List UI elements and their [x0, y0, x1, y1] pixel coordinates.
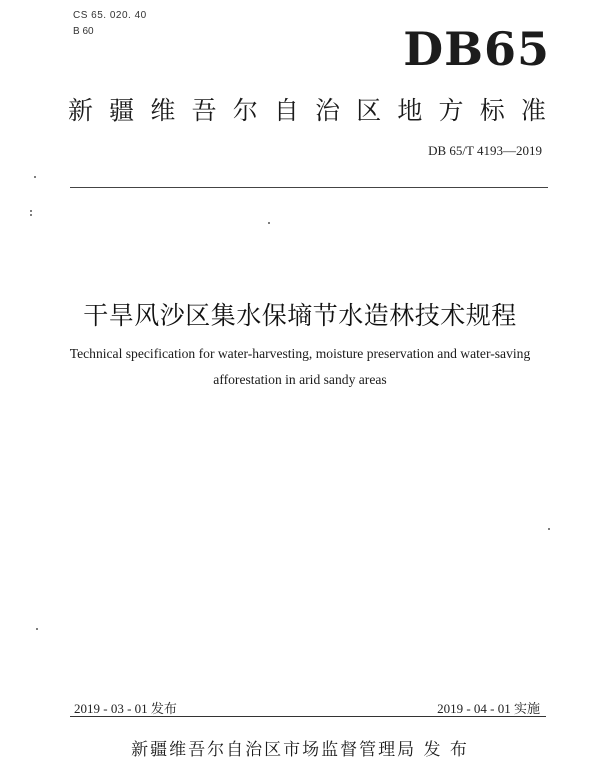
ics-code: CS 65. 020. 40 [73, 10, 147, 21]
standard-type-char: 治 [315, 96, 341, 125]
standard-logo: DB65 [403, 22, 550, 76]
scan-speck [268, 222, 270, 224]
standard-type-char: 吾 [191, 96, 217, 125]
standard-type-char: 地 [397, 96, 423, 125]
scan-speck [36, 628, 38, 630]
footer-divider [70, 716, 546, 717]
standard-type-char: 维 [150, 96, 176, 125]
standard-type-char: 标 [479, 96, 505, 125]
standard-type-char: 自 [273, 96, 299, 125]
standard-type-char: 尔 [232, 96, 258, 125]
document-title-chinese: 干旱风沙区集水保墒节水造林技术规程 [83, 301, 517, 330]
standard-type-heading [68, 98, 546, 123]
standard-type-char: 准 [520, 96, 546, 125]
issuing-authority: 新疆维吾尔自治区市场监督管理局 发 布 [131, 740, 469, 760]
document-title-english-line1: Technical specification for water-harvesting, moisture preservation and water-saving [69, 346, 531, 361]
scan-speck [34, 176, 36, 178]
standard-type-char: 新 [68, 96, 94, 125]
standard-number: DB 65/T 4193—2019 [428, 143, 542, 158]
issue-date: 2019 - 03 - 01 发布 [74, 701, 177, 716]
standard-type-char: 疆 [109, 96, 135, 125]
scan-speck [548, 528, 550, 530]
scan-speck [30, 210, 32, 212]
ccs-code: B 60 [73, 26, 94, 37]
standard-type-char: 方 [438, 96, 464, 125]
document-title-english-line2: afforestation in arid sandy areas [213, 372, 387, 387]
implementation-date: 2019 - 04 - 01 实施 [437, 701, 540, 716]
standard-type-char: 区 [356, 96, 382, 125]
header-divider [70, 187, 548, 188]
scan-speck [30, 214, 32, 216]
